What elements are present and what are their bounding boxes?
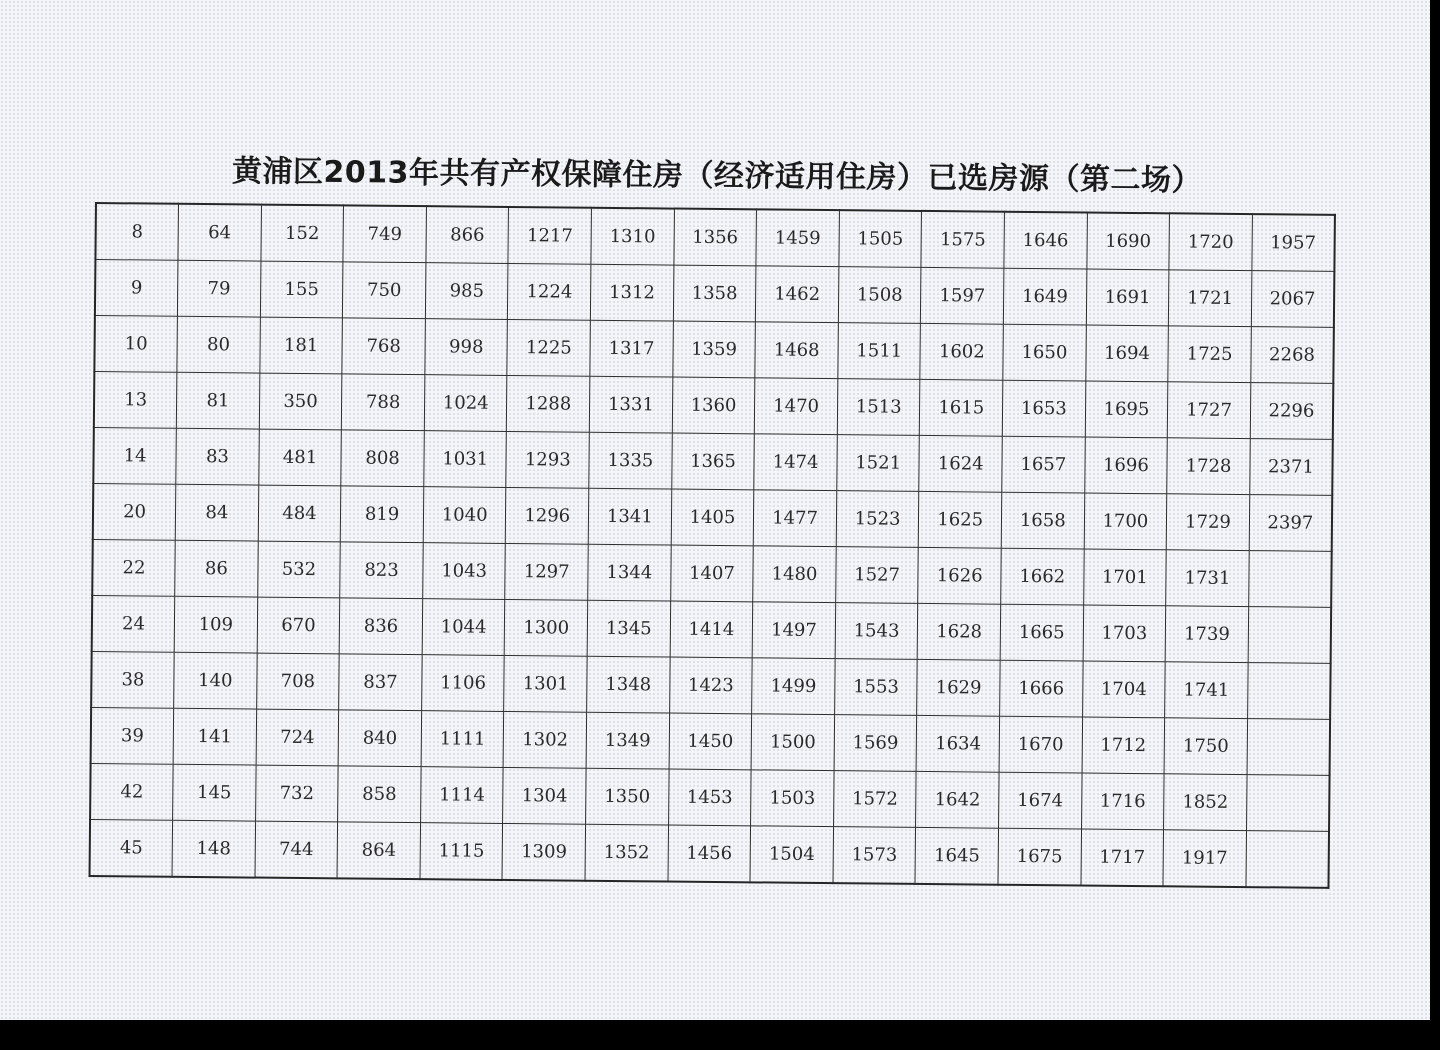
table-cell: 1040 <box>423 487 506 544</box>
table-cell: 1296 <box>506 487 589 544</box>
table-cell: 1720 <box>1169 213 1252 270</box>
table-cell: 45 <box>90 819 173 876</box>
table-cell: 1750 <box>1164 718 1247 775</box>
table-cell: 148 <box>172 820 255 877</box>
table-cell: 1695 <box>1085 381 1168 438</box>
table-cell: 1288 <box>507 375 590 432</box>
table-cell: 532 <box>257 541 340 598</box>
table-cell: 864 <box>337 822 420 879</box>
table-cell: 1701 <box>1083 549 1166 606</box>
table-cell <box>1248 551 1331 608</box>
table-cell <box>1246 775 1329 832</box>
table-cell: 152 <box>261 205 344 262</box>
table-cell: 1508 <box>838 267 921 324</box>
table-cell: 1349 <box>586 712 669 769</box>
table-cell: 1569 <box>834 715 917 772</box>
scan-right-edge <box>1430 0 1440 1020</box>
table-cell: 481 <box>258 429 341 486</box>
table-cell: 840 <box>338 710 421 767</box>
table-cell: 80 <box>177 316 260 373</box>
table-cell: 1626 <box>918 547 1001 604</box>
table-cell: 724 <box>256 709 339 766</box>
table-cell: 808 <box>341 430 424 487</box>
table-cell: 1304 <box>503 767 586 824</box>
table-cell: 1674 <box>999 772 1082 829</box>
table-cell: 1423 <box>669 657 752 714</box>
table-cell: 1317 <box>590 320 673 377</box>
table-cell: 1716 <box>1081 773 1164 830</box>
table-cell: 1653 <box>1002 380 1085 437</box>
table-cell: 1657 <box>1002 436 1085 493</box>
table-cell: 2397 <box>1249 495 1332 552</box>
table-cell: 2296 <box>1250 383 1333 440</box>
table-cell: 998 <box>425 319 508 376</box>
table-cell: 1658 <box>1001 492 1084 549</box>
table-cell: 1359 <box>673 321 756 378</box>
table-cell: 1499 <box>752 658 835 715</box>
table-body <box>90 203 1335 888</box>
table-cell: 1625 <box>919 491 1002 548</box>
table-cell: 1665 <box>1000 604 1083 661</box>
scan-bottom-band <box>0 1020 1440 1050</box>
table-cell: 1704 <box>1082 661 1165 718</box>
table-cell: 1480 <box>753 546 836 603</box>
table-cell: 1217 <box>508 207 591 264</box>
table-cell: 1504 <box>750 826 833 883</box>
table-cell: 732 <box>255 765 338 822</box>
table-cell: 1470 <box>755 378 838 435</box>
table-cell <box>1247 719 1330 776</box>
table-cell: 1477 <box>753 490 836 547</box>
table-cell: 1450 <box>669 713 752 770</box>
table-cell: 1646 <box>1004 212 1087 269</box>
table-cell: 20 <box>93 483 176 540</box>
table-cell: 1106 <box>422 655 505 712</box>
table-cell: 819 <box>341 486 424 543</box>
table-cell: 1575 <box>921 211 1004 268</box>
table-cell: 866 <box>426 206 509 263</box>
table-cell: 1301 <box>504 655 587 712</box>
table-cell: 1645 <box>915 827 998 884</box>
table-cell: 1348 <box>587 656 670 713</box>
table-cell: 1474 <box>754 434 837 491</box>
table-cell: 484 <box>258 485 341 542</box>
table-cell: 64 <box>178 204 261 261</box>
table-cell: 749 <box>343 205 426 262</box>
table-cell: 788 <box>342 374 425 431</box>
table-cell: 1917 <box>1163 830 1246 887</box>
table-cell: 1511 <box>838 323 921 380</box>
table-cell: 2067 <box>1251 271 1334 328</box>
table-cell: 22 <box>92 539 175 596</box>
table-cell: 181 <box>260 317 343 374</box>
table-cell: 1690 <box>1087 213 1170 270</box>
table-cell: 1602 <box>920 323 1003 380</box>
table-cell: 1727 <box>1168 382 1251 439</box>
table-cell: 1111 <box>421 711 504 768</box>
table-cell: 1114 <box>420 767 503 824</box>
table-cell: 1629 <box>917 659 1000 716</box>
table-cell: 1043 <box>423 543 506 600</box>
table-cell: 1297 <box>505 543 588 600</box>
table-cell: 1344 <box>588 544 671 601</box>
table-cell: 1331 <box>589 376 672 433</box>
table-cell: 670 <box>257 597 340 654</box>
table-cell: 1731 <box>1166 550 1249 607</box>
table-cell: 1662 <box>1001 548 1084 605</box>
table-cell: 1300 <box>505 599 588 656</box>
table-cell: 1345 <box>587 600 670 657</box>
table-cell: 1696 <box>1084 437 1167 494</box>
table-cell: 1957 <box>1252 214 1335 271</box>
table-cell: 1666 <box>1000 660 1083 717</box>
table-cell: 1497 <box>752 602 835 659</box>
table-cell: 24 <box>92 595 175 652</box>
table-cell: 985 <box>425 263 508 320</box>
table-cell: 1553 <box>834 659 917 716</box>
table-cell: 1572 <box>833 771 916 828</box>
table-cell: 1044 <box>422 599 505 656</box>
table-cell: 14 <box>93 427 176 484</box>
table-cell: 1649 <box>1003 268 1086 325</box>
table-cell: 42 <box>90 763 173 820</box>
table-cell: 1624 <box>919 435 1002 492</box>
table-cell: 1634 <box>917 715 1000 772</box>
table-cell: 1694 <box>1085 325 1168 382</box>
table-cell: 1712 <box>1082 717 1165 774</box>
table-cell: 1597 <box>921 267 1004 324</box>
table-cell: 1721 <box>1169 270 1252 327</box>
table-cell: 1717 <box>1081 829 1164 886</box>
table-cell: 1456 <box>668 825 751 882</box>
table-cell: 1615 <box>920 379 1003 436</box>
table-cell: 84 <box>175 484 258 541</box>
table-cell: 1024 <box>424 375 507 432</box>
table-cell: 1628 <box>918 603 1001 660</box>
document-title: 黄浦区2013年共有产权保障住房（经济适用住房）已选房源（第二场） <box>231 154 1203 199</box>
table-container <box>89 202 1336 882</box>
table-cell: 2371 <box>1250 439 1333 496</box>
table-cell: 81 <box>176 372 259 429</box>
table-cell: 1335 <box>589 432 672 489</box>
table-cell: 1356 <box>674 209 757 266</box>
table-cell: 1500 <box>751 714 834 771</box>
table-cell: 38 <box>91 651 174 708</box>
table-cell <box>1247 663 1330 720</box>
table-cell: 13 <box>94 372 177 429</box>
table-cell: 39 <box>91 707 174 764</box>
table-cell: 1503 <box>751 770 834 827</box>
table-cell <box>1248 607 1331 664</box>
table-cell: 1031 <box>424 431 507 488</box>
table-cell: 768 <box>342 318 425 375</box>
table-cell: 1642 <box>916 771 999 828</box>
table-cell: 1360 <box>672 377 755 434</box>
selected-housing-table <box>89 202 1336 889</box>
table-cell: 1725 <box>1168 326 1251 383</box>
table-cell: 1543 <box>835 603 918 660</box>
table-cell: 1310 <box>591 208 674 265</box>
table-cell: 1352 <box>585 824 668 881</box>
table-cell: 1341 <box>588 488 671 545</box>
table-cell: 2268 <box>1251 327 1334 384</box>
table-cell: 1700 <box>1084 493 1167 550</box>
table-cell: 145 <box>173 764 256 821</box>
table-cell: 1703 <box>1083 605 1166 662</box>
table-cell: 1414 <box>670 601 753 658</box>
table-cell: 155 <box>260 261 343 318</box>
table-cell: 1225 <box>507 319 590 376</box>
table-cell: 1459 <box>756 209 839 266</box>
table-cell: 140 <box>174 652 257 709</box>
table-cell: 1350 <box>586 768 669 825</box>
table-cell: 1741 <box>1165 662 1248 719</box>
table-cell: 1293 <box>506 431 589 488</box>
table-cell: 1675 <box>998 828 1081 885</box>
table-cell: 1513 <box>837 379 920 436</box>
table-cell: 1527 <box>836 547 919 604</box>
table-cell: 1852 <box>1164 774 1247 831</box>
table-cell: 1728 <box>1167 438 1250 495</box>
table-cell: 708 <box>256 653 339 710</box>
table-cell: 1115 <box>420 823 503 880</box>
table-cell: 350 <box>259 373 342 430</box>
table-cell: 1309 <box>502 823 585 880</box>
table-cell: 858 <box>338 766 421 823</box>
table-row <box>90 819 1329 887</box>
table-cell: 1650 <box>1003 324 1086 381</box>
table-cell: 1670 <box>999 716 1082 773</box>
table-cell: 1405 <box>671 489 754 546</box>
table-cell: 1691 <box>1086 269 1169 326</box>
table-cell: 1505 <box>839 210 922 267</box>
table-cell: 1739 <box>1165 606 1248 663</box>
table-cell: 1729 <box>1166 494 1249 551</box>
table-cell: 837 <box>339 654 422 711</box>
table-cell: 823 <box>340 542 423 599</box>
table-cell: 1453 <box>668 769 751 826</box>
table-cell: 10 <box>94 316 177 373</box>
table-cell: 836 <box>339 598 422 655</box>
table-cell: 83 <box>176 428 259 485</box>
table-cell: 79 <box>178 260 261 317</box>
table-cell: 1468 <box>755 322 838 379</box>
table-cell: 1302 <box>504 711 587 768</box>
table-cell: 86 <box>175 540 258 597</box>
table-cell: 1358 <box>673 265 756 322</box>
table-cell: 744 <box>255 821 338 878</box>
table-cell: 9 <box>95 260 178 317</box>
table-cell: 1312 <box>590 264 673 321</box>
table-cell: 1521 <box>837 435 920 492</box>
table-cell: 1523 <box>836 491 919 548</box>
table-cell: 1224 <box>508 263 591 320</box>
table-cell: 1462 <box>756 266 839 323</box>
table-cell: 1573 <box>833 827 916 884</box>
table-cell: 109 <box>174 596 257 653</box>
table-cell: 141 <box>173 708 256 765</box>
table-cell: 1365 <box>671 433 754 490</box>
table-cell <box>1246 831 1329 888</box>
table-cell: 8 <box>95 203 178 260</box>
table-cell: 750 <box>343 262 426 319</box>
table-cell: 1407 <box>670 545 753 602</box>
